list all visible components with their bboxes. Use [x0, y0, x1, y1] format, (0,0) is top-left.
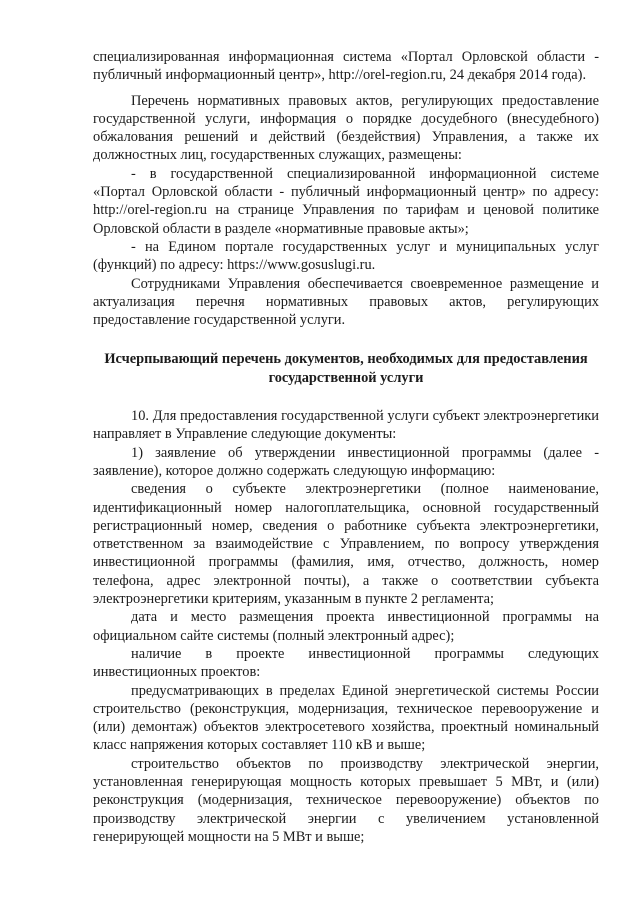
- paragraph: 10. Для предоставления государственной услуги субъект электроэнергетики направляет в Управление следующие документы:: [93, 408, 599, 443]
- list-item: - в государственной специализированной информационной системе «Портал Орловской области - публичный информационный центр» по адресу: http://orel-region.ru на странице Управления по тарифам и ценовой политике Орловской области в разделе «нормативные правовые акты»;: [93, 165, 599, 237]
- paragraph: Перечень нормативных правовых актов, регулирующих предоставление государственной услуги, информация о порядке досудебного (внесудебного) обжалования решений и действий (бездействия) Управления, а также их должностных лиц, государственных служащих, размещены:: [93, 92, 599, 164]
- paragraph: предусматривающих в пределах Единой энергетической системы России строительство (реконструкция, модернизация, техническое перевооружение и (или) демонтаж) объектов электросетевого хозяйства, проектный номинальный класс напряжения которых составляет 110 кВ и выше;: [93, 682, 599, 754]
- paragraph: специализированная информационная система «Портал Орловской области - публичный информационный центр», http://orel-region.ru, 24 декабря 2014 года).: [93, 49, 599, 84]
- paragraph: Сотрудниками Управления обеспечивается своевременное размещение и актуализация перечня нормативных правовых актов, регулирующих предоставление государственной услуги.: [93, 275, 599, 329]
- paragraph: сведения о субъекте электроэнергетики (полное наименование, идентификационный номер налогоплательщика, основной государственный регистрационный номер, сведения о работнике субъекта электроэнергетики, ответственном за взаимодействие с Управлением, по вопросу утверждения инвестиционной программы (фамилия, имя, отчество, должность, номер телефона, адрес электронной почты), а также о соответствии субъекта электроэнергетики критериям, указанным в пункте 2 регламента;: [93, 481, 599, 608]
- paragraph: строительство объектов по производству электрической энергии, установленная генерирующая мощность которых превышает 5 МВт, и (или) реконструкция (модернизация, техническое перевооружение) объектов по производству электрической энергии с увеличением установленной генерирующей мощности на 5 МВт и выше;: [93, 755, 599, 845]
- paragraph: 1) заявление об утверждении инвестиционной программы (далее - заявление), которое должно содержать следующую информацию:: [93, 444, 599, 479]
- paragraph: наличие в проекте инвестиционной программы следующих инвестиционных проектов:: [93, 645, 599, 681]
- section-heading: Исчерпывающий перечень документов, необходимых для предоставления государственной услуги: [104, 351, 588, 386]
- paragraph: дата и место размещения проекта инвестиционной программы на официальном сайте системы (полный электронный адрес);: [93, 609, 599, 644]
- list-item: - на Едином портале государственных услуг и муниципальных услуг (функций) по адресу: https://www.gosuslugi.ru.: [93, 238, 599, 274]
- document-body: [93, 48, 599, 846]
